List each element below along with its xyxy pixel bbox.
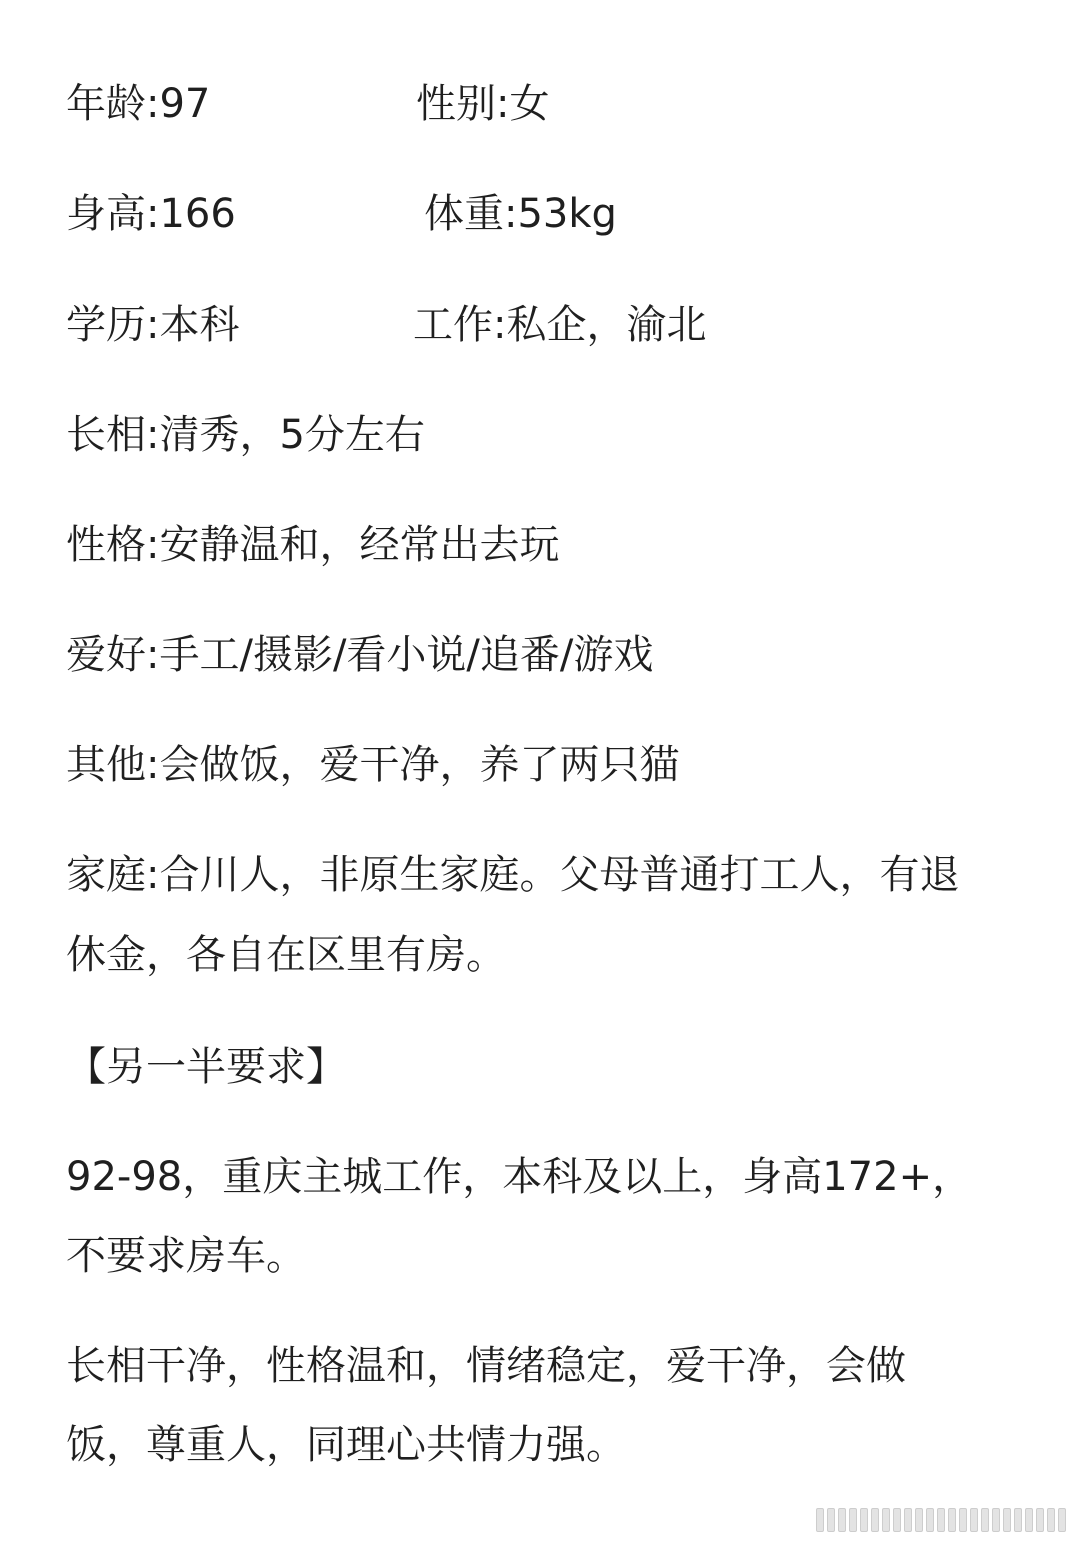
family-text-line1: 家庭:合川人，非原生家庭。父母普通打工人，有退 — [66, 852, 960, 898]
age-text: 年龄:97 — [66, 81, 211, 127]
hobbies-text: 爱好:手工/摄影/看小说/追番/游戏 — [66, 632, 654, 678]
appearance-text: 长相:清秀，5分左右 — [66, 412, 425, 458]
requirement-line2b: 饭，尊重人，同理心共情力强。 — [66, 1422, 626, 1468]
education-text: 学历:本科 — [66, 302, 240, 348]
height-text: 身高:166 — [66, 191, 236, 237]
personality-text: 性格:安静温和，经常出去玩 — [66, 522, 560, 568]
gender-text: 性别:女 — [416, 81, 550, 127]
requirement-line2a: 长相干净，性格温和，情绪稳定，爱干净，会做 — [66, 1343, 906, 1389]
family-text-line2: 休金，各自在区里有房。 — [66, 932, 506, 978]
work-text: 工作:私企，渝北 — [413, 302, 707, 348]
weight-text: 体重:53kg — [424, 191, 617, 237]
other-text: 其他:会做饭，爱干净，养了两只猫 — [66, 742, 680, 788]
requirement-line1a: 92-98，重庆主城工作，本科及以上，身高172+， — [66, 1154, 973, 1200]
section-title: 【另一半要求】 — [66, 1044, 346, 1090]
requirement-line1b: 不要求房车。 — [66, 1233, 306, 1279]
watermark-icon — [816, 1506, 1066, 1534]
